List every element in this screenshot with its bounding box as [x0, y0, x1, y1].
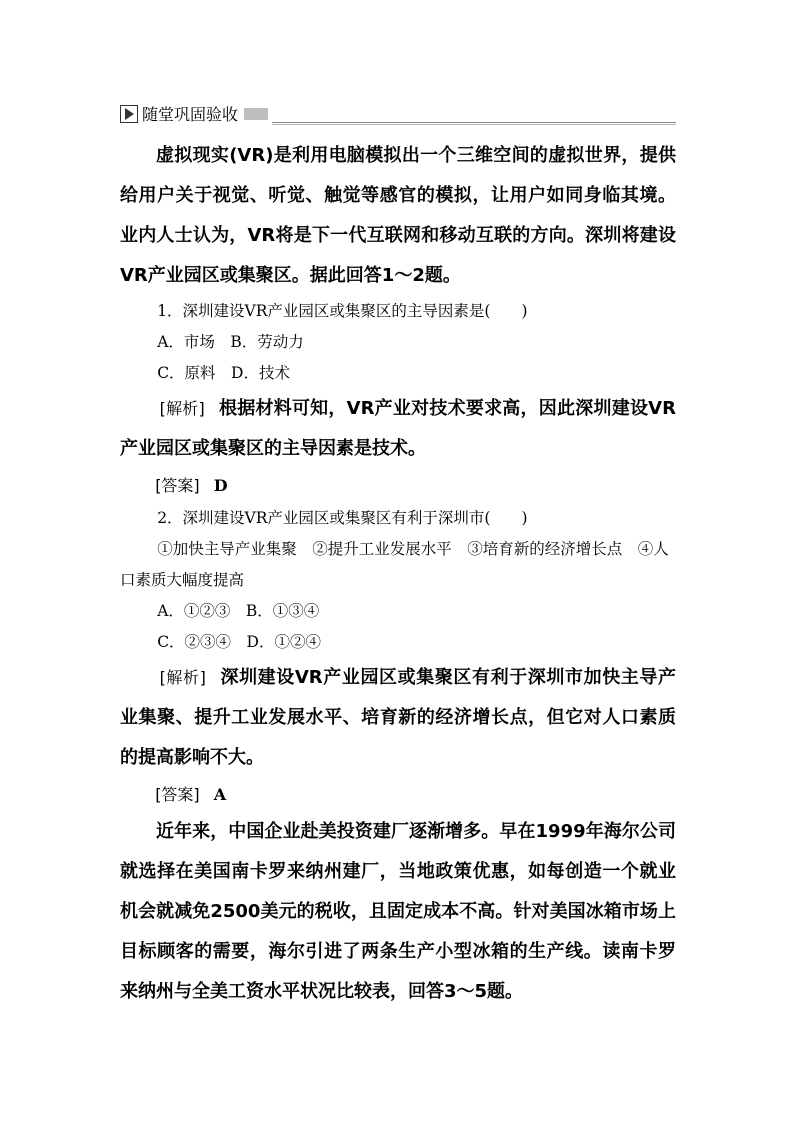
intro-passage-2: 近年来，中国企业赴美投资建厂逐渐增多。早在1999年海尔公司就选择在美国南卡罗来纳州建厂，当地政策优惠，如每创造一个就业机会就减免2500美元的税收，且固定成本不高。针对美国冰箱市场上目标顾客的需要，海尔引进了两条生产小型冰箱的生产线。读南卡罗来纳州与全美工资水平状况比较表，回答3～5题。 [120, 821, 676, 1002]
question-1-options-row-2: C．原料 D．技术 [157, 364, 290, 382]
question-2-options-row-1: A．①②③ B．①③④ [157, 602, 320, 620]
question-2-analysis [120, 658, 676, 778]
question-2-answer [120, 778, 676, 812]
question-2-stem: 2．深圳建设VR产业园区或集聚区有利于深圳市( ) [157, 509, 528, 527]
header-grey-block [244, 108, 268, 120]
answer-value: A [213, 785, 227, 804]
section-tag [120, 102, 272, 125]
document-page [120, 100, 676, 1012]
question-2-items: ①加快主导产业集聚 ②提升工业发展水平 ③培育新的经济增长点 ④人口素质大幅度提高 [120, 540, 669, 589]
question-2-options-row-2: C．②③④ D．①②④ [157, 633, 321, 651]
intro-passage-1: 虚拟现实(VR)是利用电脑模拟出一个三维空间的虚拟世界，提供给用户关于视觉、听觉、触觉等感官的模拟，让用户如同身临其境。业内人士认为，VR将是下一代互联网和移动互联的方向。深圳将建设VR产业园区或集聚区。据此回答1～2题。 [120, 145, 676, 286]
question-1-analysis [120, 389, 676, 469]
play-icon [120, 105, 138, 123]
question-1-answer [120, 469, 676, 503]
section-header [120, 100, 676, 126]
section-title: 随堂巩固验收 [142, 105, 239, 124]
question-1-options-row-1: A．市场 B．劳动力 [157, 333, 304, 351]
analysis-label: [解析] [159, 399, 205, 418]
analysis-label: [解析] [159, 668, 206, 687]
analysis-text: 深圳建设VR产业园区或集聚区有利于深圳市加快主导产业集聚、提升工业发展水平、培育新的经济增长点，但它对人口素质的提高影响不大。 [120, 667, 676, 768]
question-1-stem: 1．深圳建设VR产业园区或集聚区的主导因素是( ) [157, 302, 528, 320]
answer-label: [答案] [155, 476, 200, 495]
answer-value: D [213, 476, 228, 495]
analysis-text: 根据材料可知，VR产业对技术要求高，因此深圳建设VR产业园区或集聚区的主导因素是技术。 [120, 398, 676, 459]
answer-label: [答案] [155, 785, 200, 804]
